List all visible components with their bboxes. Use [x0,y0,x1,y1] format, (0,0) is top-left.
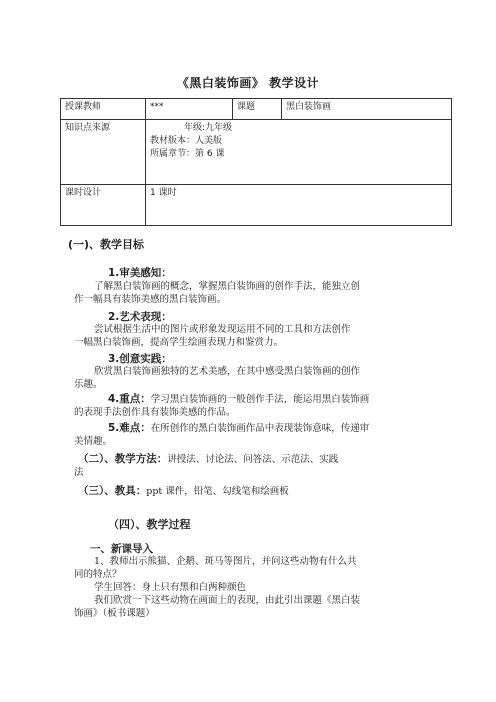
info-table [60,98,452,226]
aesthetic-line1: 了解黑白装饰画的概念，掌握黑白装饰画的创作手法，能独立创 [94,281,361,292]
section3-text: ppt 课件，铅笔、勾线笔和绘画板 [146,486,289,497]
chapter-text: 所属章节：第 6 课 [150,149,225,159]
source-label: 知识点来源 [61,120,146,185]
section4-heading: （四）、教学过程 [108,518,191,531]
art-text [74,323,458,349]
creative-line1: 欣赏黑白装饰画独特的艺术美感，在其中感受黑白装饰画的创作 [94,366,361,377]
aesthetic-text [74,280,458,306]
intro-p1a: 1、教师出示熊猫、企鹅、斑马等图片，并问这些动物有什么共 [94,556,357,567]
teacher-label: 授课教师 [61,99,146,120]
table-row [61,185,452,226]
intro-p3b: 饰画》（板书课题） [74,608,155,619]
page-title: 《黑白装饰画》 教学设计 [176,76,320,90]
art-heading: 2.艺术表现： [108,311,172,323]
section3-heading: （三）、教具： [78,485,147,497]
difficulty-line1: 在所创作的黑白装饰画作品中表现装饰意味，传递审 [150,423,370,434]
key-line2: 的表现手法创作具有装饰美感的作品。 [74,407,236,418]
intro-p2: 学生回答：身上只有黑和白两种颜色 [94,582,247,593]
grade-text: 年级:九年级 [184,123,233,133]
creative-heading: 3.创意实践： [108,353,172,365]
art-line1: 尝试根据生活中的图片或形象发现运用不同的工具和方法创作 [94,324,351,335]
aesthetic-heading: 1.审美感知： [108,267,172,279]
art-line2: 一幅黑白装饰画，提高学生绘画表现力和鉴赏力。 [74,337,284,348]
section3 [74,485,458,498]
creative-line2: 乐趣。 [74,379,103,390]
hours-label: 课时设计 [61,185,146,226]
difficulty-line2: 美情趣。 [74,436,113,447]
aesthetic-line2: 作一幅具有装饰美感的黑白装饰画。 [74,294,227,305]
difficulty-point [74,422,458,448]
section2-text1: 讲授法、讨论法、问答法、示范法、实践 [167,454,339,465]
teacher-value: *** [146,99,233,120]
intro-p3a: 我们欣赏一下这些动物在画面上的表现，由此引出课题《黑白装 [94,595,361,606]
section4-sub1: 一、新课导入 [90,543,153,555]
edition-text: 教材版本：人美版 [150,136,223,146]
topic-value: 黑白装饰画 [282,99,452,120]
hours-value: 1 课时 [146,185,452,226]
key-line1: 学习黑白装饰画的一般创作手法，能运用黑白装饰画 [150,394,370,405]
source-value [146,120,452,185]
creative-text [74,365,458,391]
difficulty-heading: 5.难点： [108,422,151,434]
table-row [61,120,452,185]
intro-p1b: 同的特点？ [74,569,122,580]
topic-label: 课题 [233,99,282,120]
key-point [74,393,458,419]
section1-heading: (一)、教学目标 [68,238,145,251]
section2 [74,453,458,479]
key-heading: 4.重点： [108,393,151,405]
intro-paragraph [74,555,458,620]
section2-heading: （二）、教学方法： [78,453,168,465]
table-row [61,99,452,120]
section2-text2: 法 [74,467,84,478]
